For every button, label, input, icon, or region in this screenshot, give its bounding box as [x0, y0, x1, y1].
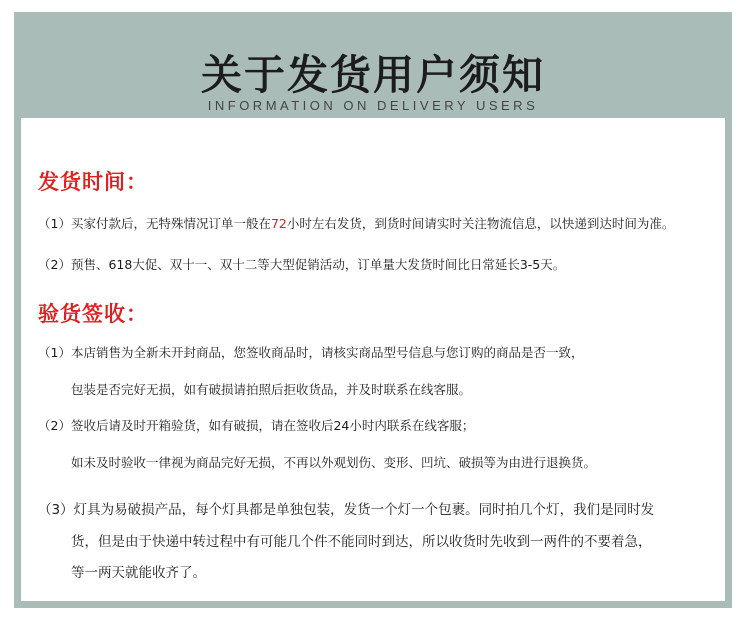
page-subtitle: INFORMATION ON DELIVERY USERS — [207, 98, 539, 113]
shipping-line-1 — [38, 214, 674, 232]
page-title: 关于发货用户须知 — [201, 51, 545, 99]
notice-frame — [14, 12, 732, 608]
inspection-item-2a: （2）签收后请及时开箱验货，如有破损，请在签收后24小时内联系在线客服； — [38, 418, 475, 433]
shipping-line-1-post: 小时左右发货，到货时间请实时关注物流信息，以快递到达时间为准。 — [286, 216, 675, 231]
inspection-heading: 验货签收： — [38, 302, 148, 326]
shipping-heading: 发货时间： — [38, 170, 148, 194]
shipping-line-2: （2）预售、618大促、双十一、双十二等大型促销活动，订单量大发货时间比日常延长3-5天。 — [38, 257, 566, 272]
inspection-item-3c: 等一两天就能收齐了。 — [71, 565, 206, 581]
inspection-item-1b: 包装是否完好无损，如有破损请拍照后拒收货品，并及时联系在线客服。 — [71, 382, 472, 397]
content-panel — [21, 118, 725, 601]
inspection-item-3a: （3）灯具为易破损产品，每个灯具都是单独包装，发货一个灯一个包裹。同时拍几个灯，我们是同时发 — [38, 502, 655, 518]
shipping-line-1-pre: （1）买家付款后，无特殊情况订单一般在 — [38, 216, 271, 231]
shipping-hours: 72 — [270, 216, 287, 231]
inspection-item-1a: （1）本店销售为全新未开封商品，您签收商品时，请核实商品型号信息与您订购的商品是否一致， — [38, 345, 584, 360]
inspection-item-2b: 如未及时验收一律视为商品完好无损，不再以外观划伤、变形、凹坑、破损等为由进行退换货。 — [71, 455, 597, 470]
inspection-item-3b: 货，但是由于快递中转过程中有可能几个件不能同时到达，所以收货时先收到一两件的不要着急， — [71, 534, 652, 550]
